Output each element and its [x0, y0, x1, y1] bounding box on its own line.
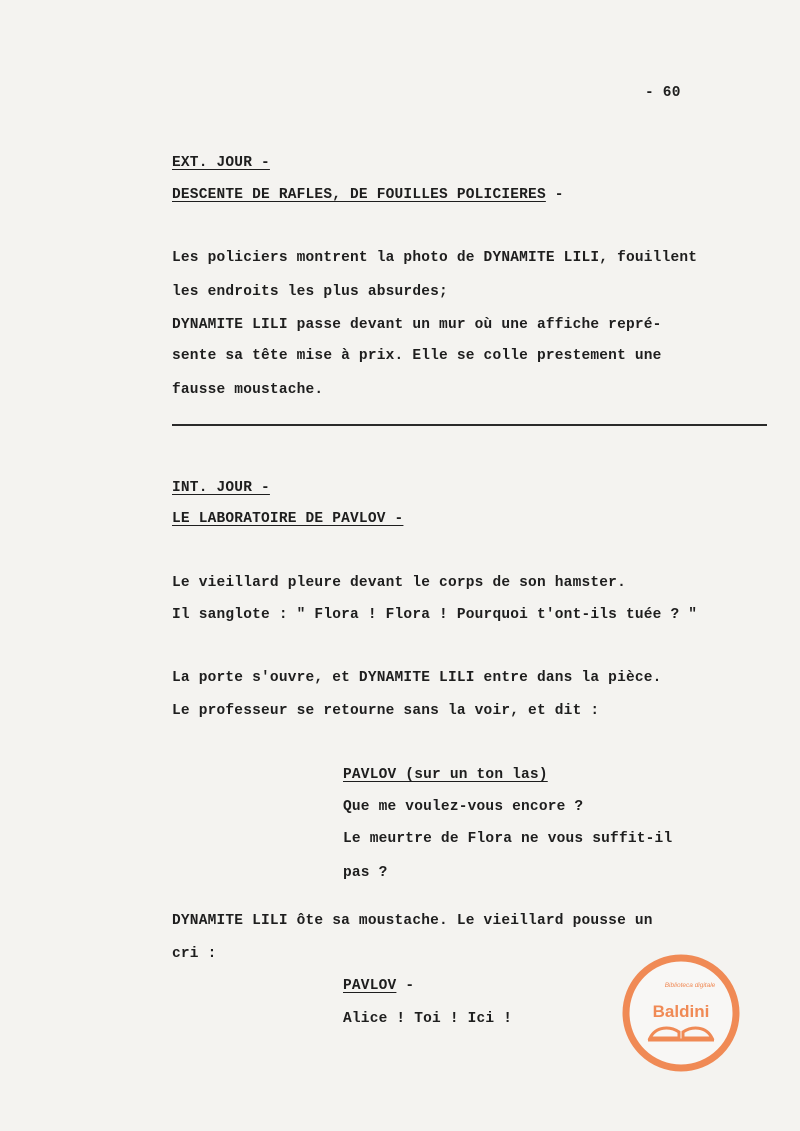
stamp-icon — [622, 954, 740, 1072]
stamp-brand: Baldini — [652, 1002, 710, 1021]
dialog1-line: Que me voulez-vous encore ? — [343, 799, 584, 815]
scene2-line: Il sanglote : " Flora ! Flora ! Pourquoi t'ont-ils tuée ? " — [172, 607, 698, 623]
scene1-subheading-dash: - — [545, 187, 564, 203]
scene1-subheading — [172, 186, 564, 204]
scene2-line: cri : — [172, 946, 217, 962]
dialog1-line: Le meurtre de Flora ne vous suffit-il — [343, 831, 673, 847]
dialog2-line: Alice ! Toi ! Ici ! — [343, 1011, 513, 1027]
scene1-line: sente sa tête mise à prix. Elle se colle prestement une — [172, 348, 662, 364]
scene1-line: DYNAMITE LILI passe devant un mur où une affiche repré- — [172, 317, 662, 333]
scene2-line: La porte s'ouvre, et DYNAMITE LILI entre dans la pièce. — [172, 670, 662, 686]
scene2-heading: INT. JOUR - — [172, 480, 270, 496]
scene1-line: Les policiers montrent la photo de DYNAMITE LILI, fouillent — [172, 250, 698, 266]
scene2-line: DYNAMITE LILI ôte sa moustache. Le vieillard pousse un — [172, 913, 653, 929]
stamp-tagline: Biblioteca digitale — [664, 982, 716, 989]
scene1-line: fausse moustache. — [172, 382, 324, 398]
dialog2-speaker-name: PAVLOV — [343, 978, 397, 994]
page-number: - 60 — [645, 85, 681, 101]
scene2-line: Le professeur se retourne sans la voir, et dit : — [172, 703, 600, 719]
dialog2-speaker — [343, 977, 414, 995]
scene1-subheading-text: DESCENTE DE RAFLES, DE FOUILLES POLICIERES — [172, 187, 546, 203]
dialog1-line: pas ? — [343, 865, 388, 881]
scene2-line: Le vieillard pleure devant le corps de son hamster. — [172, 575, 626, 591]
scene-divider — [172, 424, 767, 426]
scene1-line: les endroits les plus absurdes; — [172, 284, 448, 300]
dialog2-speaker-dash: - — [396, 978, 415, 994]
scene1-heading: EXT. JOUR - — [172, 155, 270, 171]
dialog1-speaker: PAVLOV (sur un ton las) — [343, 767, 548, 783]
scene2-subheading: LE LABORATOIRE DE PAVLOV - — [172, 511, 404, 527]
library-stamp-logo — [622, 954, 740, 1072]
